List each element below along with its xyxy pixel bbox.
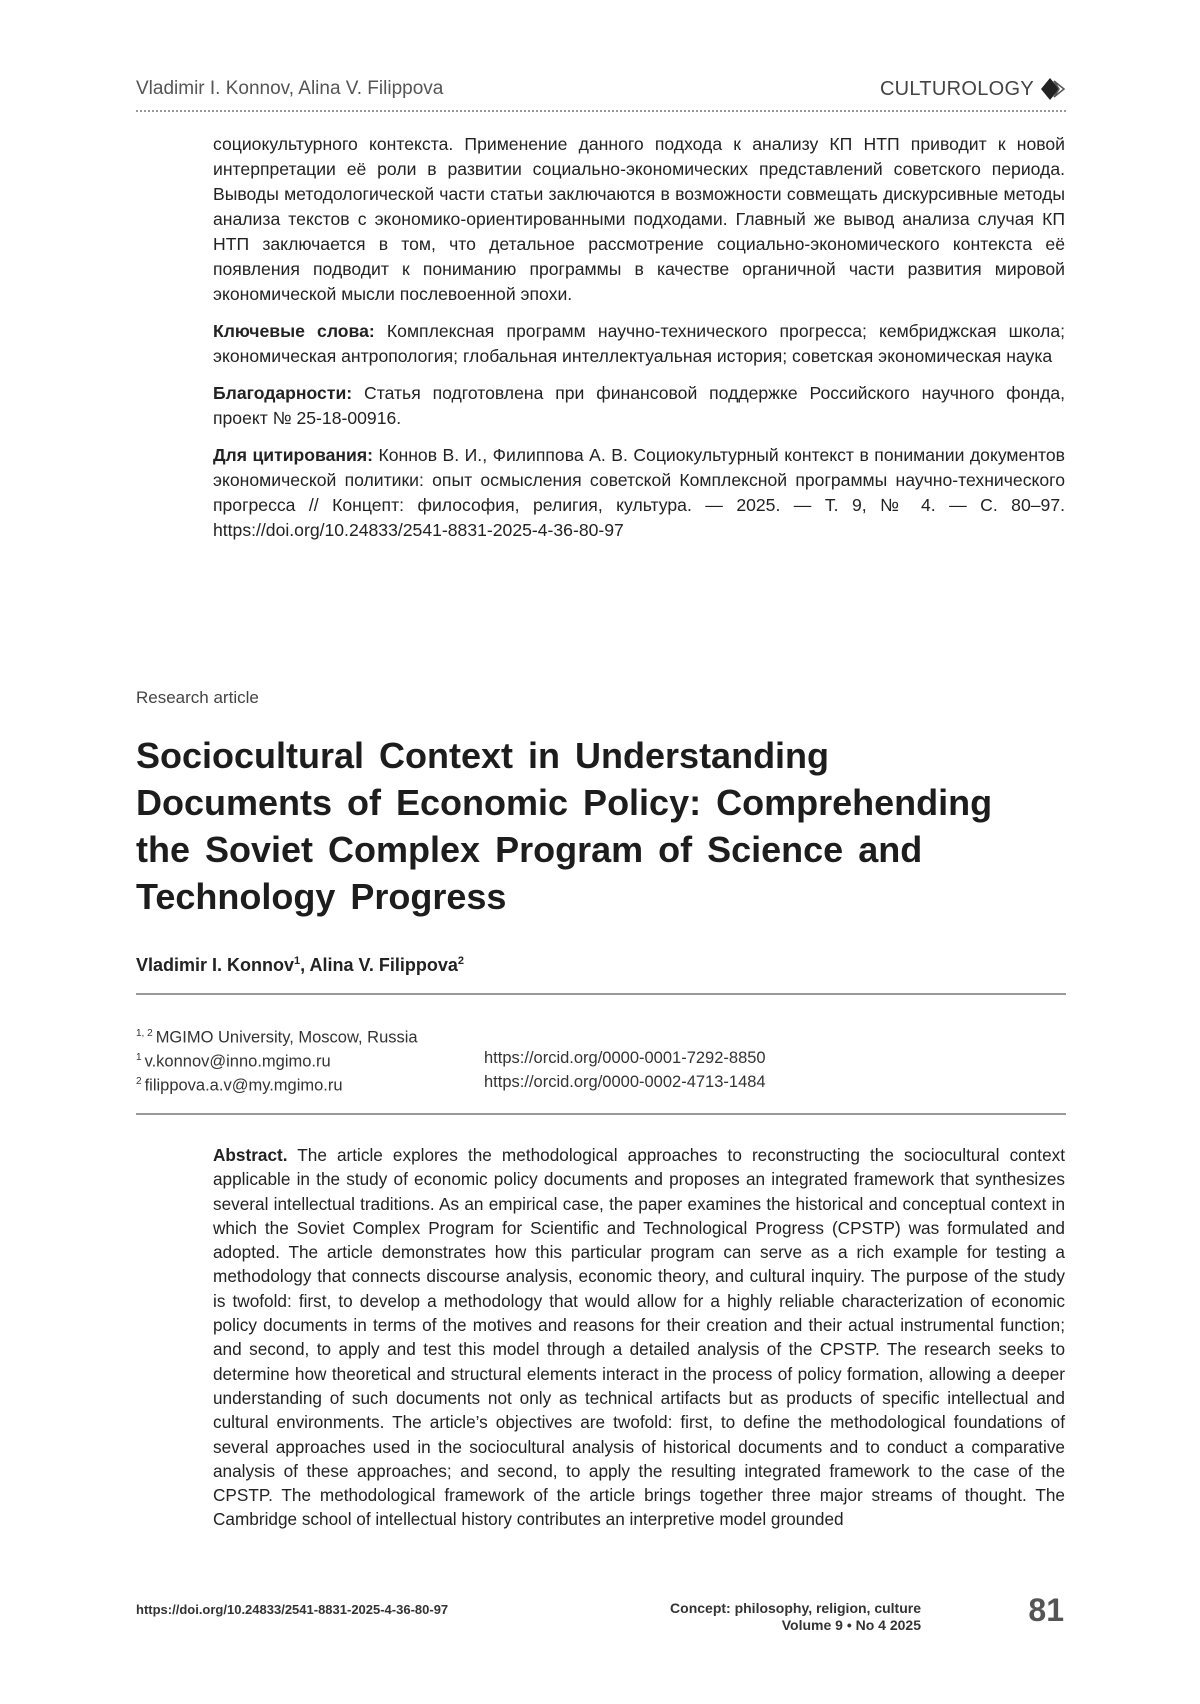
affiliation-org-sup: 1, 2	[136, 1028, 153, 1039]
abstract-text: The article explores the methodological approaches to reconstructing the sociocultural context applicable in the study of economic policy documents and proposes an integrated framework that synthesizes several intellectual traditions. As an empirical case, the paper examines the historical and conceptual context in which the Soviet Complex Program for Scientific and Technological Progress (CPSTP) was formulated and adopted. The article demonstrates how this particular program can serve as a rich example for testing a methodology that connects discourse analysis, economic theory, and cultural inquiry. The purpose of the study is twofold: first, to develop a methodology that would allow for a highly reliable characterization of economic policy documents in terms of the motives and reasons for their creation and their actual instrumental function; and second, to apply and test this model through a detailed analysis of the CPSTP. The research seeks to determine how theoretical and structural elements interact in the process of policy formation, allowing a deeper understanding of such documents not only as technical artifacts but as products of specific intellectual and cultural environments. The article’s objectives are twofold: first, to define the methodological foundations of several approaches used in the sociocultural analysis of historical documents and to conduct a comparative analysis of these approaches; and second, to apply the resulting integrated framework to the case of the CPSTP. The methodological framework of the article brings together three major streams of thought. The Cambridge school of intellectual history contributes an interpretive model grounded	[213, 1145, 1065, 1530]
keywords-text: Комплексная программ научно-технического прогресса; кембриджская школа; экономическая антропология; глобальная интеллектуальная история; советская экономическая наука	[213, 321, 1065, 366]
abstract	[213, 1143, 1065, 1532]
footer-journal-name: Concept: philosophy, religion, culture	[670, 1600, 921, 1616]
author-1-name: Vladimir I. Konnov	[136, 955, 295, 975]
article-title: Sociocultural Context in Understanding Documents of Economic Policy: Comprehending the Soviet Complex Program of Science and Technology Progress	[136, 735, 993, 917]
affiliation-org	[136, 1022, 1066, 1046]
citation-label: Для цитирования:	[213, 445, 373, 465]
author-1-email[interactable]: v.konnov@inno.mgimo.ru	[144, 1052, 331, 1071]
author-2-email[interactable]: filippova.a.v@my.mgimo.ru	[144, 1076, 343, 1095]
affiliation-author-2	[136, 1070, 1066, 1094]
russian-metadata-block	[213, 132, 1065, 555]
divider-bottom	[136, 1113, 1066, 1115]
citation-text: Коннов В. И., Филиппова А. В. Социокультурный контекст в понимании документов экономической политики: опыт осмысления советской Комплексной программы научно-технического прогресса // Концепт: философия, религия, культура. — 2025. — Т. 9, № 4. — С. 80–97. https://doi.org/10.24833/2541-8831-2025-4-36-80-97	[213, 445, 1066, 540]
diamond-logo-icon	[1040, 76, 1066, 102]
author-1-sup: 1	[294, 955, 301, 967]
affiliation-author-1	[136, 1046, 1066, 1070]
running-head-rule	[136, 110, 1066, 112]
author-2-sup: 2	[457, 955, 464, 967]
byline	[136, 955, 464, 976]
acknowledgments-ru	[213, 381, 1065, 431]
running-head-authors: Vladimir I. Konnov, Alina V. Filippova	[136, 78, 444, 99]
keywords-ru	[213, 319, 1065, 369]
author-2-name: Alina V. Filippova	[309, 955, 458, 975]
author-1-orcid[interactable]: https://orcid.org/0000-0001-7292-8850	[484, 1049, 766, 1067]
footer-volume-issue: Volume 9 • No 4 2025	[781, 1617, 921, 1633]
acknowledgments-label: Благодарности:	[213, 383, 353, 403]
affiliation-org-name: MGIMO University, Moscow, Russia	[155, 1028, 418, 1047]
footer-doi[interactable]: https://doi.org/10.24833/2541-8831-2025-4-36-80-97	[136, 1602, 449, 1617]
article-type: Research article	[136, 688, 259, 707]
author-2-orcid[interactable]: https://orcid.org/0000-0002-4713-1484	[484, 1073, 766, 1091]
affiliation-author-1-sup: 1	[136, 1052, 142, 1063]
section-label: CULTUROLOGY	[879, 77, 1034, 100]
byline-separator: ,	[300, 955, 310, 975]
abstract-label: Abstract.	[213, 1145, 288, 1165]
acknowledgments-text: Статья подготовлена при финансовой поддержке Российского научного фонда, проект № 25-18-00916.	[213, 383, 1066, 428]
citation-ru	[213, 443, 1065, 543]
running-head	[136, 74, 1066, 108]
affiliations	[136, 1022, 1066, 1094]
footer-journal	[670, 1600, 921, 1634]
russian-abstract-continuation: социокультурного контекста. Применение данного подхода к анализу КП НТП приводит к новой интерпретации её роли в развитии социально-экономических представлений советского периода. Выводы методологической части статьи заключаются в возможности совмещать дискурсивные методы анализа текстов с экономико-ориентированными подходами. Главный же вывод анализа случая КП НТП заключается в том, что детальное рассмотрение социально-экономического контекста её появления подводит к пониманию программы в качестве органичной части развития мировой экономической мысли послевоенной эпохи.	[213, 134, 1065, 304]
page-number: 81	[1028, 1592, 1064, 1628]
affiliation-author-2-sup: 2	[136, 1076, 142, 1087]
divider-top	[136, 993, 1066, 995]
keywords-label: Ключевые слова:	[213, 321, 375, 341]
running-head-section	[880, 76, 1066, 102]
page-footer	[136, 1592, 1066, 1658]
